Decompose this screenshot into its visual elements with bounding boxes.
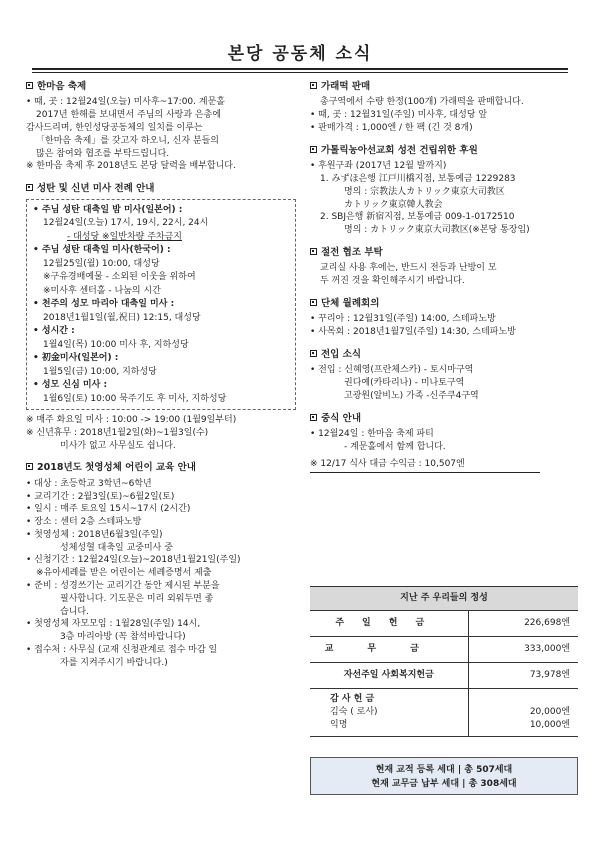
text-line: 1월5일(금) 10:00, 지하성당: [43, 366, 157, 377]
mission-lines: [310, 160, 578, 237]
mass-schedule-box: [26, 199, 296, 411]
meeting-lines: [310, 313, 578, 339]
text-line: ※ 신년휴무 : 2018년1월2일(화)~1월3일(수): [26, 427, 209, 438]
donor-name: 김숙 ( 로사): [330, 707, 378, 718]
text-line: • 주님 성탄 대축일 밤 미사(일본어) :: [33, 204, 183, 215]
offering-amount: 333,000엔: [468, 637, 578, 663]
text-line: • 신청기간 : 12월24일(오늘)~2018년1월21일(주일): [26, 555, 241, 566]
text-line: • 첫영성체 자모모임 : 1월28일(주일) 14시,: [26, 619, 201, 630]
text-line: 명의 : 宗教法人カトリック東京大司教区: [344, 186, 505, 197]
section-square-icon: [26, 463, 33, 470]
text-line: • 때, 곳 : 12월31일(주일) 미사후, 대성당 앞: [310, 110, 488, 121]
text-line: 1월4일(목) 10:00 미사 후, 지하성당: [43, 339, 189, 350]
table-row: [310, 663, 578, 689]
right-column: [310, 80, 578, 482]
communion-section: [26, 461, 296, 669]
offering-amount: 73,978엔: [468, 663, 578, 689]
text-line: 자를 지켜주시기 바랍니다.): [60, 657, 168, 668]
section-heading: 전입 소식: [321, 348, 362, 360]
festival-body-line: 많은 참여와 협조를 부탁드립니다.: [36, 148, 170, 159]
offering-label: 주일헌금: [335, 618, 443, 629]
text-line: 필사합니다. 기도문은 미리 외워두면 좋: [60, 593, 214, 604]
festival-when: • 때, 곳 : 12월24일(오늘) 미사후~17:00. 계문홀: [26, 97, 225, 108]
donor-name: 익명: [330, 720, 348, 731]
text-line: 1월6일(토) 10:00 묵주기도 후 미사, 지하성당: [43, 393, 227, 404]
offering-amount: 226,698엔: [468, 611, 578, 637]
page-title: 본당 공동체 소식: [227, 44, 373, 64]
section-heading: 2018년도 첫영성체 어린이 교육 안내: [37, 462, 196, 474]
energy-section: [310, 246, 578, 288]
meeting-section: [310, 297, 578, 339]
table-row: [310, 611, 578, 637]
text-line: • 전입 : 신혜영(프란체스카) - 토시마구역: [310, 365, 474, 376]
transfer-section: [310, 348, 578, 403]
text-line: カトリック東京韓人教会: [344, 199, 443, 210]
text-line: 권다예(카타리나) - 미나토구역: [344, 378, 465, 389]
text-line: • 판매가격 : 1,000엔 / 한 팩 (긴 것 8개): [310, 123, 473, 134]
text-line: • 장소 : 센터 2층 스테파노방: [26, 517, 142, 528]
text-line: 명의 : カトリック東京大司教区(※본당 통장임): [344, 225, 530, 236]
text-line: 1. みずほ은행 江戸川橋지점, 보통예금 1229283: [320, 174, 516, 185]
text-line: • 후원구좌 (2017년 12월 발까지): [310, 161, 447, 172]
text-line: - 계문홀에서 함께 합니다.: [344, 441, 446, 452]
section-heading: 절전 협조 부탁: [321, 246, 383, 258]
lunch-section: [310, 412, 578, 474]
title-rule: [32, 68, 568, 70]
section-square-icon: [310, 248, 317, 255]
parish-stats-box: [310, 757, 578, 795]
text-line: • 初金미사(일본어) :: [33, 353, 119, 364]
text-line: • 일시 : 매주 토요일 15시~17시 (2시간): [26, 504, 191, 515]
text-line: 12월25일(월) 10:00, 대성당: [43, 258, 160, 269]
section-square-icon: [310, 414, 317, 421]
donor-amount: 10,000엔: [529, 720, 570, 731]
text-line: ※미사후 센터홀 - 나눔의 시간: [43, 285, 161, 296]
festival-section: [26, 80, 296, 173]
text-line: • 사목회 : 2018년1월7일(주일) 14:30, 스테파노방: [310, 327, 516, 338]
text-line: 교리실 사용 후에는, 반드시 전등과 난방이 모: [320, 263, 497, 274]
offering-title: 지난 주 우리들의 정성: [310, 587, 578, 611]
text-line: • 교리기간 : 2월3일(토)~6월2일(토): [26, 491, 175, 502]
offering-table: [310, 586, 578, 737]
title-rule-thin: [32, 72, 568, 73]
text-line: • 첫영성체 : 2018년6월3일(주일): [26, 529, 163, 540]
mission-section: [310, 144, 578, 237]
donor-amount: 20,000엔: [529, 707, 570, 718]
text-line: • 성시간 :: [33, 326, 75, 337]
festival-body-line: 감사드리며, 한인성당공동체의 일치를 이루는: [26, 123, 203, 134]
title-wrap: [0, 42, 600, 69]
section-square-icon: [26, 82, 33, 89]
text-line: 2018년1월1일(월,祝日) 12:15, 대성당: [43, 312, 201, 323]
section-heading: 단체 월례회의: [321, 297, 380, 309]
ricecake-section: [310, 80, 578, 135]
section-heading: 가래떡 판매: [321, 81, 371, 92]
text-line: • 12월24일 : 한마음 축제 파티: [310, 429, 434, 440]
dues-households: 현재 교무금 납부 세대 | 총 308세대: [371, 778, 517, 789]
text-line: 미사가 없고 사무실도 쉽니다.: [60, 440, 176, 451]
communion-lines: [26, 478, 296, 669]
festival-note: ※ 한마음 축제 후 2018년도 본당 달력을 배부합니다.: [26, 161, 236, 172]
text-line: ※ 매주 화요일 미사 : 10:00 -> 19:00 (1월9일부터): [26, 415, 237, 426]
ricecake-lines: [310, 96, 578, 134]
section-square-icon: [26, 184, 33, 191]
mass-notes: [26, 414, 296, 452]
offering-table-header: [310, 587, 578, 611]
section-heading: 가톨릭농아선교회 성전 건립위한 후원: [321, 144, 478, 156]
meal-income: ※ 12/17 식사 대금 수익금 : 10,507엔: [310, 458, 465, 469]
text-line: 고광원(알비노) 가족 -신주쿠4구역: [344, 390, 479, 401]
text-line: • 주님 성탄 대축일 미사(한국어) :: [33, 245, 171, 256]
energy-lines: [310, 262, 578, 288]
mass-section: [26, 182, 296, 452]
section-heading: 한마음 축제: [37, 81, 87, 92]
text-line: • 준비 : 성경쓰기는 교리기간 동안 제시된 부분을: [26, 580, 220, 591]
text-line: • 접수처 : 사무실 (교재 신청관계로 접수 마감 일: [26, 644, 218, 655]
text-line: - 대성당 ※일반차량 주차금지: [67, 231, 183, 242]
transfer-lines: [310, 364, 578, 402]
table-row: [310, 637, 578, 663]
text-line: • 천주의 성모 마리아 대축일 미사 :: [33, 299, 175, 310]
text-line: • 대상 : 초등학교 3학년~6학년: [26, 478, 152, 489]
section-square-icon: [310, 350, 317, 357]
text-line: 습니다.: [60, 606, 89, 617]
section-heading: 중식 안내: [321, 412, 362, 424]
section-square-icon: [310, 82, 317, 89]
text-line: • 꾸리아 : 12월31일(주일) 14:00, 스테파노방: [310, 314, 496, 325]
text-line: ※구유경배예물 - 소외된 이웃을 위하여: [43, 272, 196, 283]
text-line: 3층 마리아방 (꼭 참석바랍니다): [60, 632, 186, 643]
section-square-icon: [310, 146, 317, 153]
income-underline: [310, 472, 540, 473]
table-row: [310, 689, 578, 737]
offering-label: 자선주일 사회복지헌금: [310, 663, 468, 689]
text-line: 두 꺼진 것을 확인해주시기 바랍니다.: [320, 276, 465, 287]
donation-label: 감 사 헌 금: [330, 694, 375, 704]
registered-households: 현재 교적 등록 세대 | 총 507세대: [375, 765, 513, 775]
text-line: 총구역에서 수량 한정(100개) 가래떡을 판매합니다.: [320, 97, 524, 108]
text-line: • 성모 신심 미사 :: [33, 380, 108, 391]
left-column: [26, 80, 296, 678]
text-line: 12월24일(오늘) 17시, 19시, 22시, 24시: [43, 218, 209, 229]
section-square-icon: [310, 299, 317, 306]
festival-body-line: 2017년 한해를 보내면서 주님의 사랑과 은총에: [36, 110, 222, 121]
text-line: 2. SBJ은행 新宿지점, 보통예금 009-1-0172510: [320, 212, 515, 223]
festival-body-line: 「한마음 축제」를 갖고자 하오니, 신자 분들의: [36, 135, 219, 146]
section-heading: 성탄 및 신년 미사 전례 안내: [37, 183, 155, 195]
text-line: ※유아세례를 받은 어린이는 세례증명서 제출: [36, 568, 212, 579]
text-line: 성체성혈 대축일 교중미사 중: [60, 542, 173, 553]
lunch-lines: [310, 428, 578, 454]
offering-label: 교무금: [324, 644, 453, 655]
